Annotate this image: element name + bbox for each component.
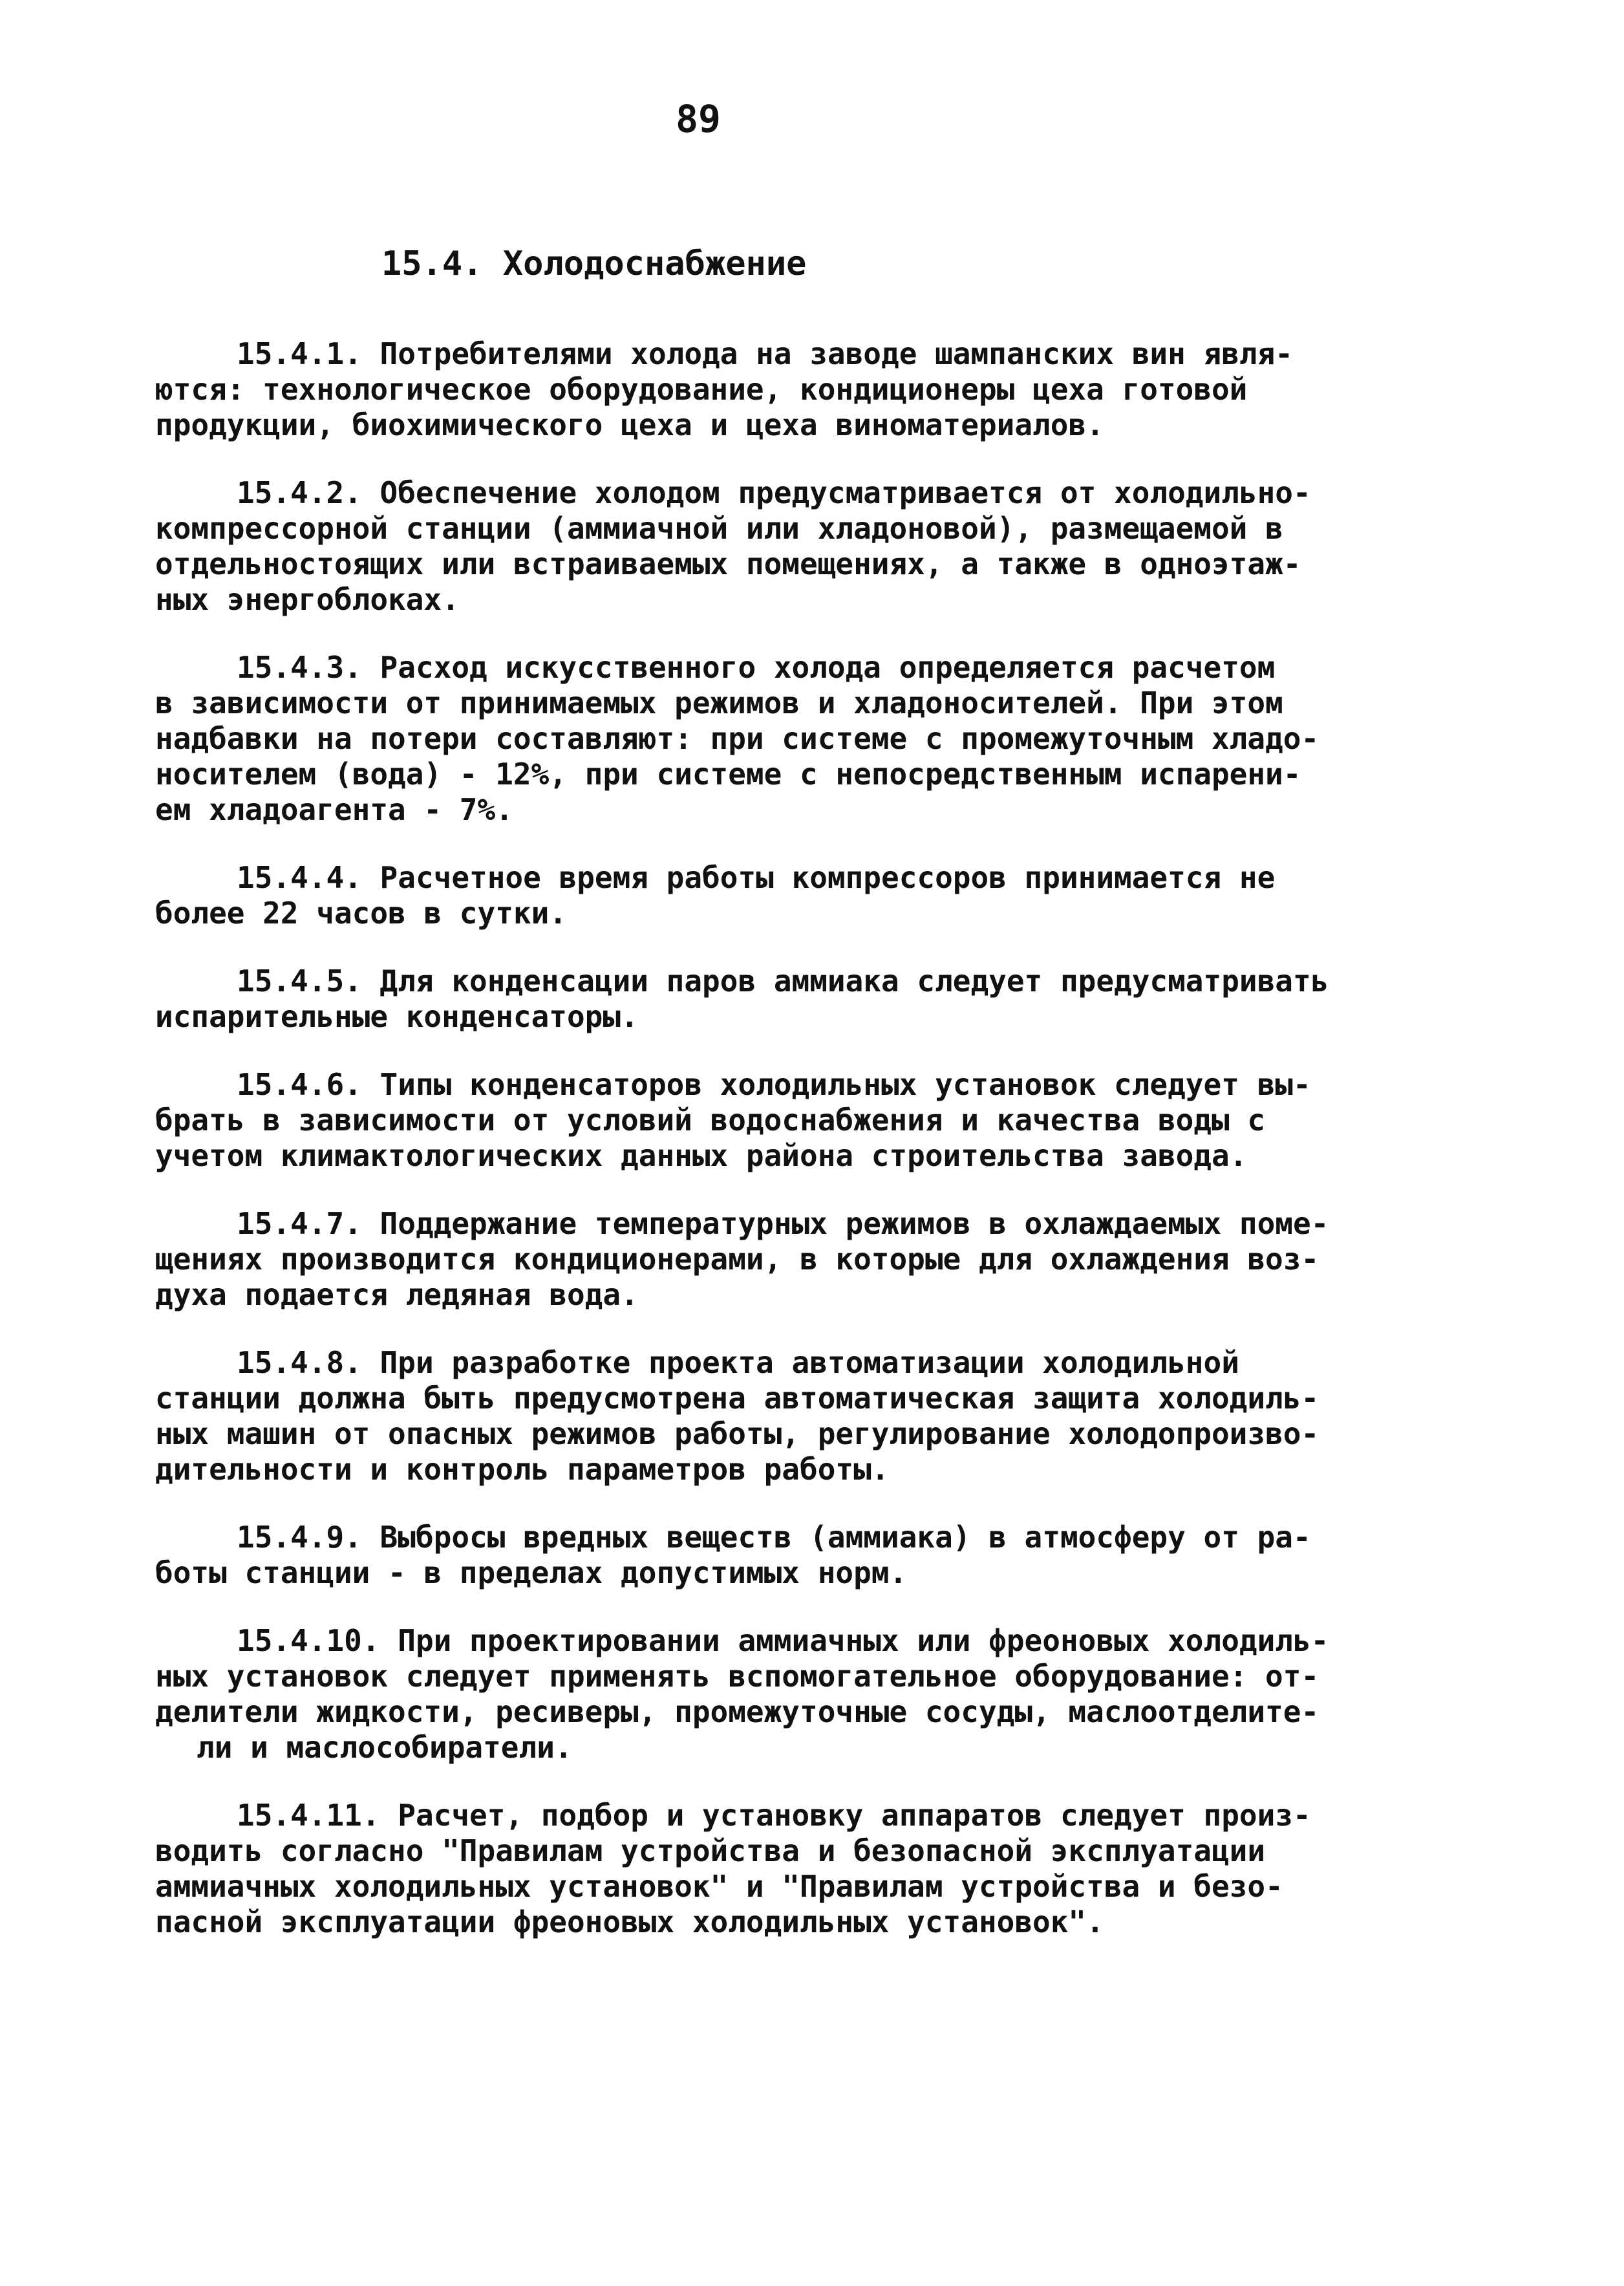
text-line: отдельностоящих или встраиваемых помещениях, а также в одноэтаж- <box>155 546 1301 581</box>
text-line: 15.4.5. Для конденсации паров аммиака следует предусматривать <box>237 964 1329 998</box>
text-line: 15.4.3. Расход искусственного холода определяется расчетом <box>237 650 1276 685</box>
text-line: испарительные конденсаторы. <box>155 999 639 1034</box>
text-line: 15.4.8. При разработке проекта автоматизации холодильной <box>237 1345 1239 1380</box>
text-line: духа подается ледяная вода. <box>155 1277 639 1312</box>
text-line: в зависимости от принимаемых режимов и хладоносителей. При этом <box>155 685 1283 720</box>
text-line: 15.4.9. Выбросы вредных веществ (аммиака) в атмосферу от ра- <box>237 1520 1311 1555</box>
text-line: 15.4.2. Обеспечение холодом предусматривается от холодильно- <box>237 475 1311 510</box>
text-line: продукции, биохимического цеха и цеха виноматериалов. <box>155 407 1104 442</box>
text-line: 15.4.6. Типы конденсаторов холодильных установок следует вы- <box>237 1067 1311 1102</box>
text-line: 15.4.4. Расчетное время работы компрессоров принимается не <box>237 860 1276 895</box>
text-line: ных энергоблоках. <box>155 582 460 617</box>
text-line: станции должна быть предусмотрена автоматическая защита холодиль- <box>155 1381 1320 1416</box>
paragraph <box>155 650 1487 828</box>
paragraph <box>155 860 1487 931</box>
text-line: компрессорной станции (аммиачной или хладоновой), размещаемой в <box>155 511 1283 546</box>
text-line: 15.4.7. Поддержание температурных режимов в охлаждаемых поме- <box>237 1206 1329 1241</box>
page-number: 89 <box>676 97 721 141</box>
text-line: ных установок следует применять вспомогательное оборудование: от- <box>155 1659 1320 1694</box>
text-line: носителем (вода) - 12%, при системе с непосредственным испарени- <box>155 757 1301 792</box>
paragraph <box>155 1206 1487 1313</box>
paragraph <box>155 1067 1487 1174</box>
paragraph <box>155 475 1487 618</box>
text-line: водить согласно "Правилам устройства и безопасной эксплуатации <box>155 1833 1266 1868</box>
text-line: более 22 часов в сутки. <box>155 896 567 931</box>
text-line: ются: технологическое оборудование, кондиционеры цеха готовой <box>155 372 1248 407</box>
text-line: учетом климактологических данных района строительства завода. <box>155 1138 1248 1173</box>
text-line: 15.4.11. Расчет, подбор и установку аппаратов следует произ- <box>237 1798 1311 1833</box>
text-line: ем хладоагента - 7%. <box>155 792 513 827</box>
text-line: 15.4.1. Потребителями холода на заводе шампанских вин явля- <box>237 336 1293 371</box>
text-line: аммиачных холодильных установок" и "Правилам устройства и безо- <box>155 1869 1283 1904</box>
text-line: ли и маслособиратели. <box>197 1730 573 1765</box>
paragraph <box>155 1345 1487 1487</box>
text-line: боты станции - в пределах допустимых норм. <box>155 1555 908 1590</box>
paragraph <box>155 336 1487 443</box>
text-line: делители жидкости, ресиверы, промежуточные сосуды, маслоотделите- <box>155 1694 1320 1729</box>
paragraph <box>155 964 1487 1035</box>
section-title: 15.4. Холодоснабжение <box>381 244 807 283</box>
text-line: пасной эксплуатации фреоновых холодильных установок". <box>155 1904 1104 1939</box>
text-line: ных машин от опасных режимов работы, регулирование холодопроизво- <box>155 1416 1320 1451</box>
text-line: щениях производится кондиционерами, в которые для охлаждения воз- <box>155 1242 1320 1277</box>
paragraph <box>155 1520 1487 1591</box>
paragraph <box>155 1623 1487 1765</box>
text-line: надбавки на потери составляют: при системе с промежуточным хладо- <box>155 721 1320 756</box>
text-line: дительности и контроль параметров работы. <box>155 1452 890 1487</box>
text-line: брать в зависимости от условий водоснабжения и качества воды с <box>155 1103 1266 1138</box>
document-body <box>155 336 1487 1972</box>
text-line: 15.4.10. При проектировании аммиачных или фреоновых холодиль- <box>237 1623 1329 1658</box>
paragraph <box>155 1798 1487 1940</box>
